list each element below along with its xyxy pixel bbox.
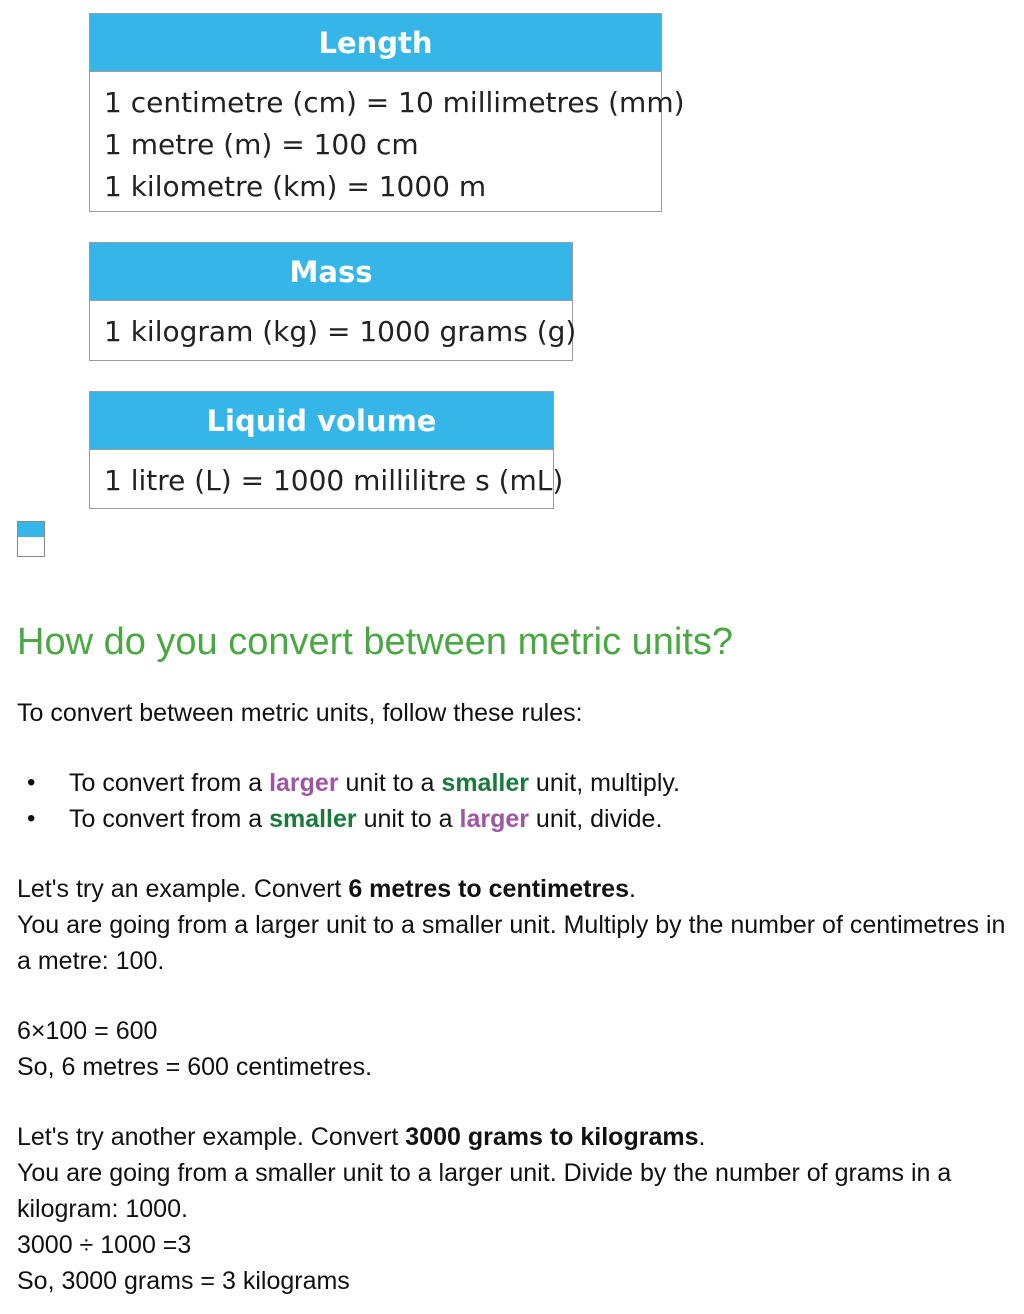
smaller-highlight: smaller [441, 769, 529, 797]
example-1-explanation: You are going from a larger unit to a smaller unit. Multiply by the number of centimetres in a metre: 100. [17, 911, 1006, 975]
rule-text: unit to a [338, 769, 442, 797]
length-row: 1 kilometre (km) = 1000 m [104, 170, 487, 203]
example-2-result: So, 3000 grams = 3 kilograms [17, 1267, 350, 1295]
length-table-title: Length [90, 14, 661, 72]
length-table-rows [90, 72, 685, 216]
mass-table-rows [90, 301, 577, 361]
section-heading: How do you convert between metric units? [17, 621, 734, 663]
mass-table [89, 242, 577, 361]
smaller-highlight: smaller [269, 805, 357, 833]
article-content [17, 615, 1017, 1299]
example-1-lead [17, 871, 1017, 907]
volume-table [89, 391, 564, 509]
example-text: Let's try another example. Convert [17, 1123, 406, 1151]
example-text: Let's try an example. Convert [17, 875, 349, 903]
rule-text: To convert from a [69, 805, 270, 833]
example-bold: 6 metres to centimetres [348, 875, 629, 903]
larger-highlight: larger [459, 805, 529, 833]
mass-table-title: Mass [90, 243, 572, 301]
example-text: . [629, 875, 636, 903]
larger-highlight: larger [269, 769, 339, 797]
table-icon-header [18, 522, 44, 537]
example-bold: 3000 grams to kilograms [405, 1123, 699, 1151]
example-2-explanation: You are going from a smaller unit to a larger unit. Divide by the number of grams in a kilogram: 1000. [17, 1159, 952, 1223]
example-1-calculation: 6×100 = 600 [17, 1017, 158, 1045]
length-row: 1 centimetre (cm) = 10 millimetres (mm) [104, 86, 685, 119]
rule-text: To convert from a [69, 769, 270, 797]
volume-row: 1 litre (L) = 1000 millilitre s (mL) [104, 464, 564, 497]
length-row: 1 metre (m) = 100 cm [104, 128, 419, 161]
mass-row: 1 kilogram (kg) = 1000 grams (g) [104, 315, 577, 348]
example-1-result: So, 6 metres = 600 centimetres. [17, 1053, 373, 1081]
rule-text: unit, multiply. [528, 769, 680, 797]
volume-table-rows [90, 450, 564, 510]
intro-text: To convert between metric units, follow these rules: [17, 699, 583, 727]
length-table [89, 13, 685, 212]
rules-list [17, 765, 1017, 837]
rule-text: unit to a [356, 805, 460, 833]
list-item [17, 801, 1017, 837]
rule-text: unit, divide. [528, 805, 663, 833]
example-2-calculation: 3000 ÷ 1000 =3 [17, 1231, 192, 1259]
example-2-lead [17, 1119, 1017, 1155]
volume-table-title: Liquid volume [90, 392, 553, 450]
example-text: . [698, 1123, 706, 1151]
list-item [17, 765, 1017, 801]
table-icon [17, 521, 45, 557]
